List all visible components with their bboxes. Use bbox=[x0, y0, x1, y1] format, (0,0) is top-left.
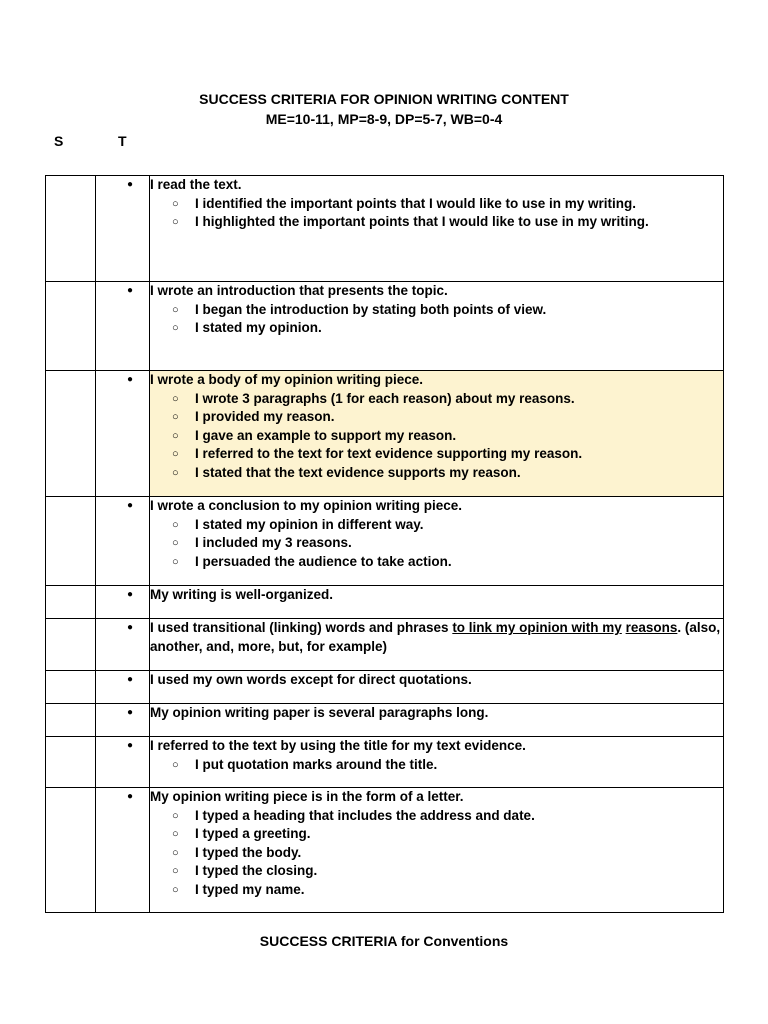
criterion-text: My opinion writing paper is several paragraphs long. bbox=[150, 705, 489, 720]
hollow-bullet-icon: ○ bbox=[172, 883, 179, 896]
score-cell-t[interactable] bbox=[96, 497, 150, 586]
criterion-item bbox=[126, 371, 723, 390]
score-cell-t[interactable] bbox=[96, 282, 150, 371]
score-cell-t[interactable] bbox=[96, 586, 150, 619]
bullet-icon: ● bbox=[126, 179, 134, 190]
hollow-bullet-icon: ○ bbox=[172, 758, 179, 771]
sub-criterion-text: I typed the closing. bbox=[195, 863, 318, 878]
criterion-text: I used transitional (linking) words and phrases bbox=[150, 620, 453, 635]
sub-criterion-text: I persuaded the audience to take action. bbox=[195, 553, 452, 569]
sub-criterion bbox=[172, 195, 723, 214]
sub-criterion-text: I typed a heading that includes the address and date. bbox=[195, 807, 535, 823]
criteria-table bbox=[45, 175, 724, 913]
page-title: SUCCESS CRITERIA FOR OPINION WRITING CONTENT bbox=[199, 91, 569, 107]
sub-criterion bbox=[172, 534, 723, 553]
sub-criterion bbox=[172, 825, 723, 844]
sub-criterion-text: I stated that the text evidence supports my reason. bbox=[195, 464, 521, 480]
hollow-bullet-icon: ○ bbox=[172, 448, 179, 460]
sub-criterion-text: I identified the important points that I would like to use in my writing. bbox=[195, 195, 637, 211]
criterion-text: My writing is well-organized. bbox=[150, 587, 334, 602]
hollow-bullet-icon: ○ bbox=[172, 429, 179, 442]
hollow-bullet-icon: ○ bbox=[172, 303, 179, 316]
bullet-icon: ● bbox=[126, 674, 134, 685]
criteria-row bbox=[46, 737, 724, 788]
hollow-bullet-icon: ○ bbox=[172, 392, 179, 405]
criterion-text: My opinion writing piece is in the form of a letter. bbox=[150, 789, 464, 804]
sub-criterion-text: I provided my reason. bbox=[195, 409, 335, 424]
criterion-item bbox=[126, 619, 723, 656]
score-cell-s[interactable] bbox=[46, 737, 96, 788]
score-cell-t[interactable] bbox=[96, 737, 150, 788]
sub-criterion-text: I referred to the text for text evidence supporting my reason. bbox=[195, 446, 583, 461]
column-header-t: T bbox=[118, 133, 127, 149]
scoring-scale: ME=10-11, MP=8-9, DP=5-7, WB=0-4 bbox=[265, 111, 503, 127]
sub-criterion-text: I gave an example to support my reason. bbox=[195, 427, 457, 443]
sub-criterion-text: I typed my name. bbox=[195, 881, 305, 897]
bullet-icon: ● bbox=[126, 791, 134, 802]
criterion-text: I referred to the text by using the title for my text evidence. bbox=[150, 738, 526, 753]
sub-criterion bbox=[172, 862, 723, 881]
criterion-item bbox=[126, 788, 723, 807]
criterion-text: . (also, another, and, more, but, for example) bbox=[150, 620, 721, 654]
bullet-icon: ● bbox=[126, 740, 134, 751]
sub-criterion-text: I typed the body. bbox=[195, 844, 302, 860]
criteria-text-cell bbox=[126, 619, 724, 671]
criteria-text-cell bbox=[126, 282, 724, 371]
criterion-item bbox=[126, 704, 723, 723]
criterion-text: I wrote an introduction that presents the topic. bbox=[150, 283, 448, 298]
criterion-item bbox=[126, 671, 723, 690]
score-cell-s[interactable] bbox=[46, 704, 96, 737]
sub-criterion bbox=[172, 553, 723, 572]
criterion-text: I wrote a body of my opinion writing piece. bbox=[150, 372, 424, 387]
bullet-icon: ● bbox=[126, 285, 134, 296]
criterion-text: I used my own words except for direct quotations. bbox=[150, 672, 472, 687]
criteria-text-cell bbox=[126, 586, 724, 619]
sub-criterion bbox=[172, 390, 723, 409]
criteria-row bbox=[46, 176, 724, 282]
sub-criteria-list bbox=[150, 195, 723, 232]
criteria-row bbox=[46, 497, 724, 586]
hollow-bullet-icon: ○ bbox=[172, 828, 179, 840]
criteria-text-cell bbox=[126, 176, 724, 282]
hollow-bullet-icon: ○ bbox=[172, 411, 179, 423]
criteria-text-cell bbox=[126, 497, 724, 586]
score-cell-s[interactable] bbox=[46, 586, 96, 619]
section-title-conventions: SUCCESS CRITERIA for Conventions bbox=[259, 933, 509, 949]
sub-criterion bbox=[172, 408, 723, 427]
criteria-row bbox=[46, 671, 724, 704]
hollow-bullet-icon: ○ bbox=[172, 846, 179, 859]
sub-criterion bbox=[172, 301, 723, 320]
criterion-item bbox=[126, 586, 723, 605]
sub-criteria-list bbox=[150, 301, 723, 338]
criterion-item bbox=[126, 737, 723, 756]
sub-criterion bbox=[172, 319, 723, 338]
score-cell-t[interactable] bbox=[96, 671, 150, 704]
criteria-row bbox=[46, 586, 724, 619]
score-cell-t[interactable] bbox=[96, 619, 150, 671]
sub-criteria-list bbox=[150, 390, 723, 483]
score-cell-t[interactable] bbox=[96, 176, 150, 282]
bullet-icon: ● bbox=[126, 374, 134, 385]
hollow-bullet-icon: ○ bbox=[172, 865, 179, 877]
criterion-text: I read the text. bbox=[150, 177, 242, 192]
bullet-icon: ● bbox=[126, 589, 134, 600]
sub-criterion bbox=[172, 427, 723, 446]
sub-criterion bbox=[172, 881, 723, 900]
sub-criterion-text: I wrote 3 paragraphs (1 for each reason) about my reasons. bbox=[195, 390, 575, 406]
score-cell-s[interactable] bbox=[46, 497, 96, 586]
criterion-item bbox=[126, 497, 723, 516]
sub-criterion bbox=[172, 756, 723, 775]
criteria-text-cell bbox=[126, 371, 724, 497]
bullet-icon: ● bbox=[126, 500, 134, 511]
sub-criteria-list bbox=[150, 807, 723, 900]
hollow-bullet-icon: ○ bbox=[172, 197, 179, 210]
criteria-text-cell bbox=[126, 671, 724, 704]
sub-criterion-text: I put quotation marks around the title. bbox=[195, 756, 438, 772]
hollow-bullet-icon: ○ bbox=[172, 216, 179, 228]
sub-criterion-text: I included my 3 reasons. bbox=[195, 535, 352, 550]
sub-criteria-list bbox=[150, 516, 723, 572]
score-cell-t[interactable] bbox=[96, 371, 150, 497]
bullet-icon: ● bbox=[126, 707, 134, 718]
criteria-row bbox=[46, 704, 724, 737]
criteria-row bbox=[46, 282, 724, 371]
criterion-item bbox=[126, 282, 723, 301]
sub-criterion-text: I stated my opinion. bbox=[195, 320, 322, 335]
sub-criterion-text: I highlighted the important points that I would like to use in my writing. bbox=[195, 214, 649, 229]
hollow-bullet-icon: ○ bbox=[172, 537, 179, 549]
sub-criterion bbox=[172, 464, 723, 483]
score-cell-s[interactable] bbox=[46, 371, 96, 497]
hollow-bullet-icon: ○ bbox=[172, 518, 179, 531]
score-cell-s[interactable] bbox=[46, 619, 96, 671]
sub-criteria-list bbox=[150, 756, 723, 775]
sub-criterion-text: I typed a greeting. bbox=[195, 826, 311, 841]
sub-criterion bbox=[172, 213, 723, 232]
column-header-s: S bbox=[54, 133, 64, 149]
criteria-row bbox=[46, 788, 724, 913]
score-cell-s[interactable] bbox=[46, 176, 96, 282]
sub-criterion-text: I stated my opinion in different way. bbox=[195, 516, 424, 532]
sub-criterion-text: I began the introduction by stating both points of view. bbox=[195, 301, 547, 317]
criteria-text-cell bbox=[126, 737, 724, 788]
sub-criterion bbox=[172, 516, 723, 535]
hollow-bullet-icon: ○ bbox=[172, 466, 179, 479]
score-cell-t[interactable] bbox=[96, 704, 150, 737]
score-cell-t[interactable] bbox=[96, 788, 150, 913]
sub-criterion bbox=[172, 844, 723, 863]
score-cell-s[interactable] bbox=[46, 671, 96, 704]
hollow-bullet-icon: ○ bbox=[172, 809, 179, 822]
hollow-bullet-icon: ○ bbox=[172, 322, 179, 334]
criterion-item bbox=[126, 176, 723, 195]
bullet-icon: ● bbox=[126, 622, 134, 633]
criterion-text: I wrote a conclusion to my opinion writing piece. bbox=[150, 498, 463, 513]
criteria-row-highlighted bbox=[46, 371, 724, 497]
underlined-text: reasons bbox=[625, 620, 678, 635]
sub-criterion bbox=[172, 445, 723, 464]
score-cell-s[interactable] bbox=[46, 282, 96, 371]
criteria-text-cell bbox=[126, 704, 724, 737]
score-cell-s[interactable] bbox=[46, 788, 96, 913]
criteria-row bbox=[46, 619, 724, 671]
hollow-bullet-icon: ○ bbox=[172, 555, 179, 568]
underlined-text: to link my opinion with my bbox=[452, 620, 622, 635]
sub-criterion bbox=[172, 807, 723, 826]
criteria-text-cell bbox=[126, 788, 724, 913]
